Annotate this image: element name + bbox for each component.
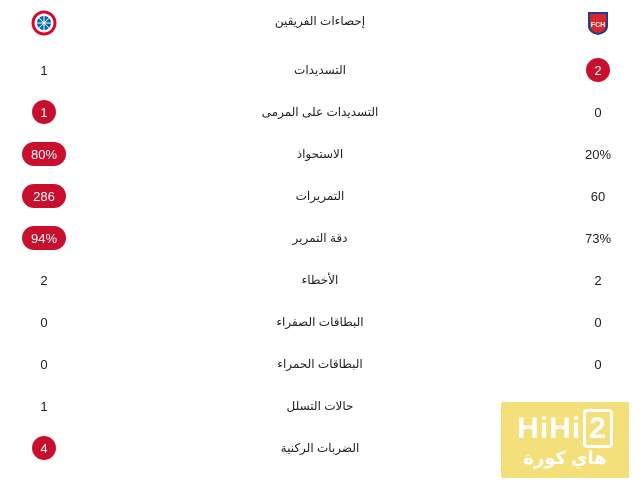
stat-row: [0, 98, 640, 126]
watermark-brand-main: HiHi: [517, 411, 582, 445]
stats-header: [0, 0, 640, 46]
stat-row: [0, 308, 640, 336]
stat-right-cell: [558, 182, 638, 210]
stat-left-cell: [4, 224, 84, 252]
stat-left-value: 286: [22, 184, 66, 208]
stat-label: دقة التمرير: [292, 231, 348, 245]
stat-left-value: 1: [40, 62, 48, 78]
stat-left-value: 0: [40, 356, 48, 372]
watermark-subtitle: هاي كورة: [523, 447, 607, 468]
watermark-brand: [517, 412, 613, 446]
stat-left-cell: [4, 140, 84, 168]
stat-row: [0, 266, 640, 294]
stat-label: الاستحواذ: [296, 147, 344, 161]
stat-label: التسديدات على المرمى: [261, 105, 379, 119]
stat-label: الضربات الركنية: [280, 441, 360, 455]
stat-right-value: 60: [590, 188, 606, 204]
stat-left-cell: [4, 350, 84, 378]
stat-label: التمريرات: [295, 189, 345, 203]
stat-right-cell: [558, 308, 638, 336]
stat-row: [0, 224, 640, 252]
stat-right-cell: [558, 266, 638, 294]
stat-left-cell: [4, 56, 84, 84]
stat-left-value: 1: [40, 398, 48, 414]
heidenheim-logo: [585, 10, 611, 36]
stat-right-value: 0: [594, 314, 602, 330]
stat-left-cell: [4, 182, 84, 210]
stat-label: البطاقات الصفراء: [276, 315, 364, 329]
stat-label: البطاقات الحمراء: [277, 357, 363, 371]
stat-left-value: 80%: [22, 142, 66, 166]
stat-row: [0, 56, 640, 84]
svg-text:FCH: FCH: [590, 22, 606, 29]
stat-row: [0, 350, 640, 378]
stat-left-cell: [4, 98, 84, 126]
stat-left-value: 94%: [22, 226, 66, 250]
stat-right-value: 2: [586, 58, 610, 82]
watermark-brand-num: 2: [583, 409, 613, 448]
stat-label: التسديدات: [294, 63, 346, 77]
bayern-munich-logo: [31, 10, 57, 36]
stat-right-cell: [558, 350, 638, 378]
stat-left-cell: [4, 434, 84, 462]
stat-row: [0, 182, 640, 210]
stat-label: الأخطاء: [301, 273, 339, 287]
stat-label: حالات التسلل: [286, 399, 354, 413]
stat-left-value: 2: [40, 272, 48, 288]
stat-right-value: 2: [594, 272, 602, 288]
stat-right-value: 0: [594, 104, 602, 120]
stat-right-cell: [558, 140, 638, 168]
stat-left-value: 4: [32, 436, 56, 460]
stat-right-cell: [558, 56, 638, 84]
stat-left-value: 1: [32, 100, 56, 124]
stat-left-cell: [4, 266, 84, 294]
watermark: [501, 402, 629, 478]
stat-right-cell: [558, 98, 638, 126]
stat-right-value: 20%: [584, 146, 612, 162]
stat-row: [0, 140, 640, 168]
page-title: إحصاءات الفريقين: [274, 14, 366, 28]
stat-right-value: 73%: [584, 230, 612, 246]
stat-left-cell: [4, 392, 84, 420]
stat-right-cell: [558, 224, 638, 252]
stat-left-cell: [4, 308, 84, 336]
stat-right-value: 0: [594, 356, 602, 372]
stat-left-value: 0: [40, 314, 48, 330]
